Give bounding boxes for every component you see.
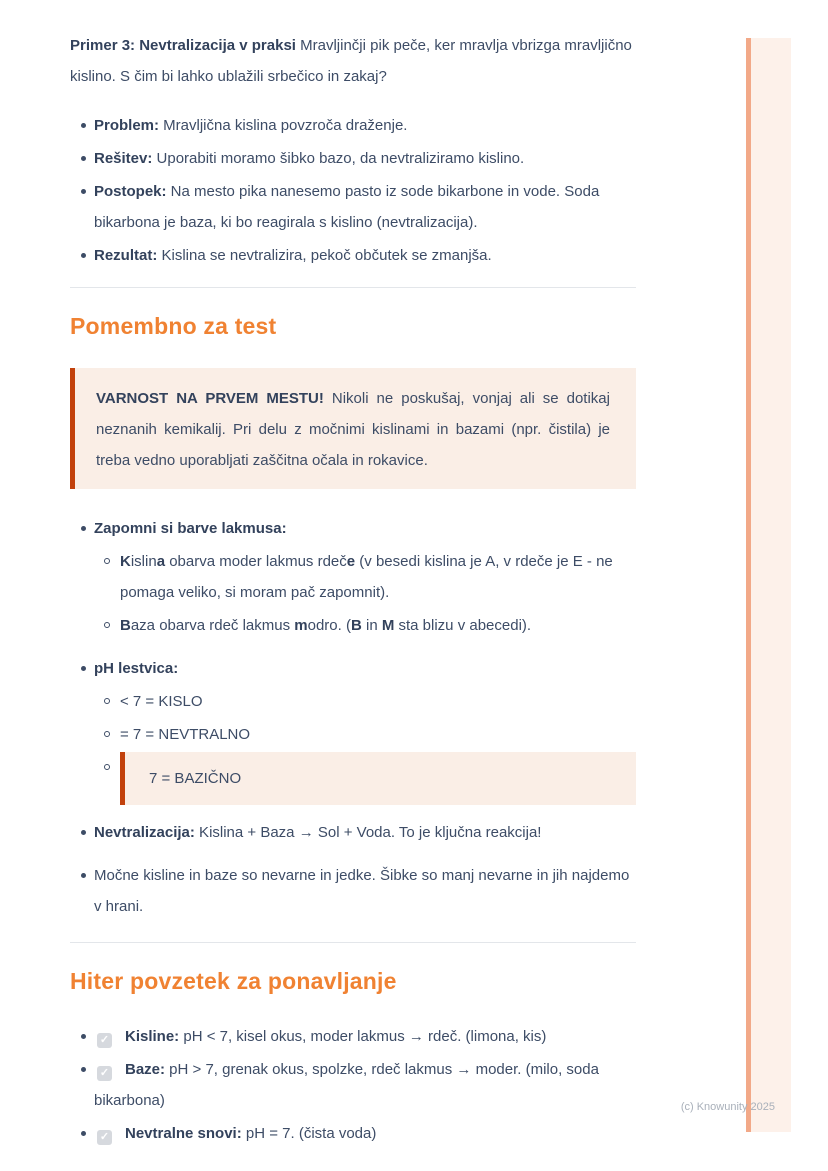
- page-edge-stripe: [746, 38, 791, 1132]
- list-item-litmus: [70, 513, 636, 641]
- bold-letter: a: [156, 553, 166, 570]
- item-label: Postopek:: [94, 183, 167, 200]
- notes-list: [70, 513, 636, 922]
- warning-text-paragraph: [96, 383, 610, 476]
- list-item-resitev: [70, 143, 636, 174]
- intro-text: Mravljinčji pik peče, ker mravlja vbrizga mravljično kislino. S čim bi lahko ublažili srbečico in zakaj?: [70, 37, 632, 85]
- litmus-sublist: [94, 546, 636, 641]
- summary-checklist: [70, 1021, 636, 1149]
- text-run: obarva moder lakmus rdeč: [165, 553, 347, 570]
- item-label: Rešitev:: [94, 150, 153, 167]
- item-text: Močne kisline in baze so nevarne in jedke. Šibke so manj nevarne in jih najdemo v hrani.: [94, 867, 630, 915]
- checkbox-checked-icon: ✓: [97, 1033, 112, 1048]
- text-run: sta blizu v abecedi).: [394, 617, 532, 634]
- bold-letter: e: [346, 553, 356, 570]
- ph-neutral-item: = 7 = NEVTRALNO: [94, 719, 636, 750]
- section-title-summary: Hiter povzetek za ponavljanje: [70, 968, 397, 994]
- list-item-neutralization: [70, 817, 636, 848]
- list-item-ph-scale: [70, 653, 636, 805]
- text-run: odro. (: [307, 617, 351, 634]
- ph-label: pH lestvica:: [94, 660, 179, 677]
- ph-sublist: [94, 686, 636, 805]
- checkbox-checked-icon: ✓: [97, 1130, 112, 1145]
- list-item-postopek: [70, 176, 636, 238]
- item-label: Baze:: [125, 1061, 166, 1078]
- intro-paragraph: [70, 30, 636, 92]
- bold-letter: M: [381, 617, 395, 634]
- list-item-strong-weak: [70, 860, 636, 922]
- section-divider: [70, 942, 636, 943]
- text-run: aza obarva rdeč lakmus: [130, 617, 295, 634]
- item-text: Na mesto pika nanesemo pasto iz sode bikarbone in vode. Soda bikarbona je baza, ki bo reagirala s kislino (nevtralizacija).: [94, 183, 600, 231]
- checklist-item-bases: [70, 1054, 636, 1116]
- bazicno-text: 7 = BAZIČNO: [149, 770, 242, 787]
- item-label: Rezultat:: [94, 247, 158, 264]
- item-text: Kislina se nevtralizira, pekoč občutek se zmanjša.: [157, 247, 492, 264]
- litmus-base-item: [94, 610, 636, 641]
- text-run: (v besedi kislina je A, v rdeče je E - ne pomaga veliko, si moram pač zapomnit).: [120, 553, 613, 601]
- warning-text: Nikoli ne poskušaj, vonjaj ali se dotikaj neznanih kemikalij. Pri delu z močnimi kislinami in bazami (npr. čistila) je treba vedno uporabljati zaščitna očala in rokavice.: [96, 390, 610, 469]
- item-text: pH < 7, kisel okus, moder lakmus → rdeč. (limona, kis): [179, 1028, 547, 1045]
- intro-bold-lead: Primer 3: Nevtralizacija v praksi: [70, 37, 296, 54]
- bold-letter: K: [120, 553, 131, 570]
- warning-callout: [70, 368, 636, 489]
- bold-letter: B: [350, 617, 362, 634]
- text-run: in: [361, 617, 382, 634]
- item-text: Mravljična kislina povzroča draženje.: [159, 117, 408, 134]
- checklist-item-acids: [70, 1021, 636, 1052]
- ph-acid-item: < 7 = KISLO: [94, 686, 636, 717]
- list-item-rezultat: [70, 240, 636, 271]
- item-label: Problem:: [94, 117, 160, 134]
- item-text: Uporabiti moramo šibko bazo, da nevtraliziramo kislino.: [152, 150, 525, 167]
- checklist-item-neutral: [70, 1118, 636, 1149]
- section-divider: [70, 287, 636, 288]
- copyright-notice: (c) Knowunity 2025: [680, 1101, 775, 1113]
- example-list: [70, 110, 636, 271]
- bazicno-callout: [120, 752, 636, 805]
- section-title-important: Pomembno za test: [70, 313, 277, 339]
- ph-basic-item: [94, 752, 636, 805]
- item-label: Nevtralne snovi:: [125, 1125, 242, 1142]
- warning-bold-lead: VARNOST NA PRVEM MESTU!: [96, 390, 324, 407]
- list-item-problem: [70, 110, 636, 141]
- item-text: pH = 7. (čista voda): [241, 1125, 377, 1142]
- item-label: Nevtralizacija:: [94, 824, 195, 841]
- checkbox-checked-icon: ✓: [97, 1066, 112, 1081]
- item-text: pH > 7, grenak okus, spolzke, rdeč lakmus → moder. (milo, soda bikarbona): [94, 1061, 599, 1109]
- bold-letter: m: [294, 617, 308, 634]
- litmus-label: Zapomni si barve lakmusa:: [94, 520, 287, 537]
- litmus-acid-item: [94, 546, 636, 608]
- item-text: Kislina + Baza → Sol + Voda. To je ključna reakcija!: [194, 824, 542, 841]
- item-label: Kisline:: [125, 1028, 180, 1045]
- bold-letter: B: [120, 617, 131, 634]
- text-run: islin: [130, 553, 157, 570]
